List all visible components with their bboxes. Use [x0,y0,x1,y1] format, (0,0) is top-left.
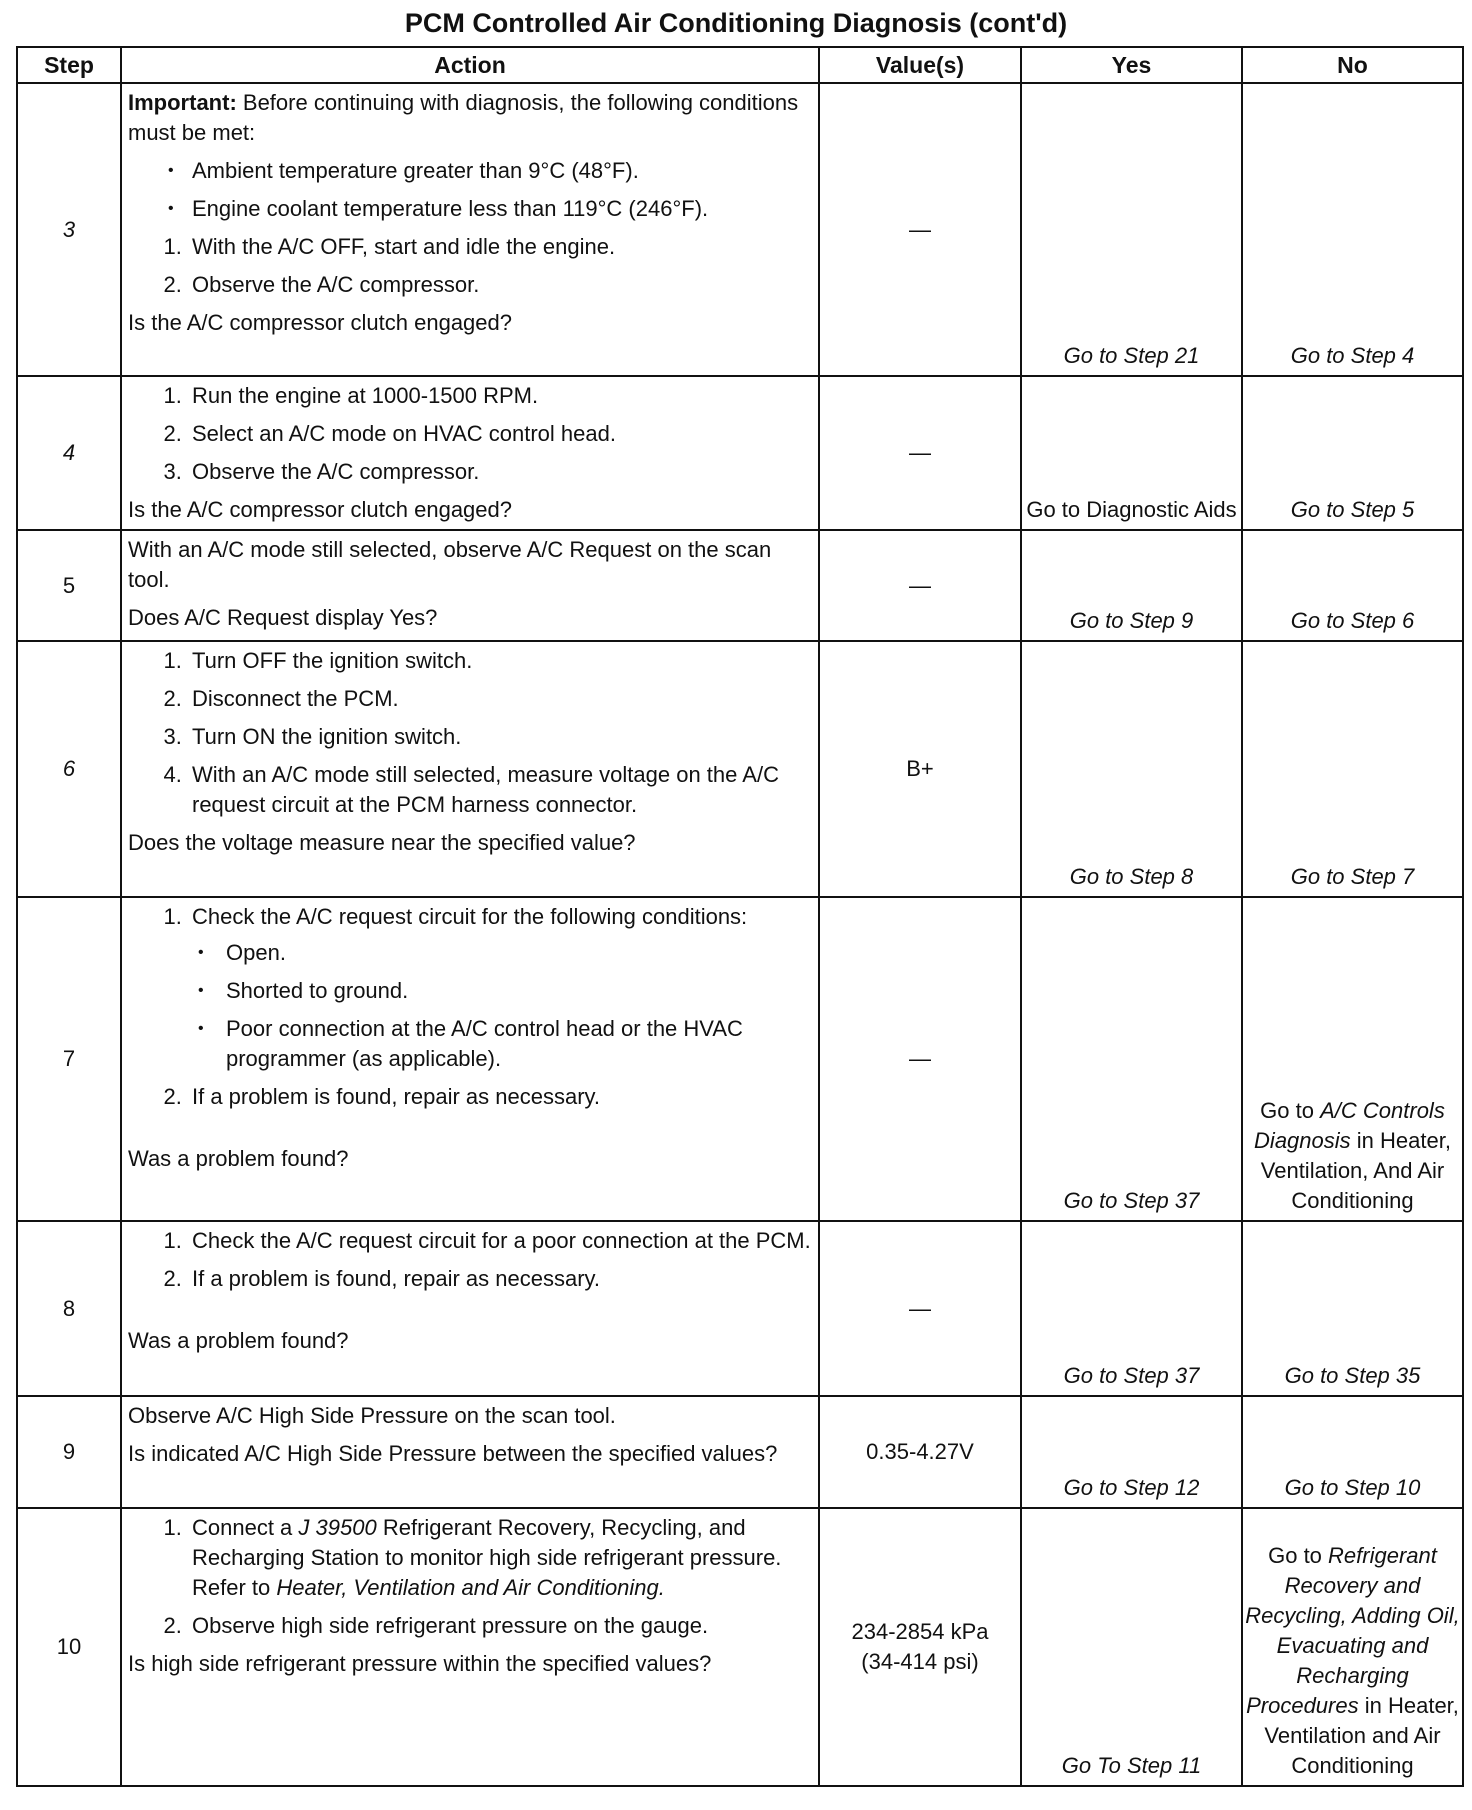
no-cell [1242,897,1463,1221]
action-question: Is the A/C compressor clutch engaged? [128,497,512,522]
value-cell [819,1508,1021,1786]
action-text: With an A/C mode still selected, observe A/C Request on the scan tool. [128,537,772,592]
step-number: 7 [17,897,121,1221]
action-question: Was a problem found? [128,1328,349,1353]
header-action: Action [121,47,819,83]
no-cell: Go to Step 7 [1242,641,1463,897]
table-row [17,83,1463,376]
action-question: Does A/C Request display Yes? [128,605,438,630]
action-step: 2. Observe high side refrigerant pressure on the gauge. [188,1611,812,1641]
action-step-text: Connect a [192,1515,293,1540]
table-row [17,897,1463,1221]
action-step-text: Check the A/C request circuit for the following conditions: [192,904,748,929]
yes-cell: Go to Step 9 [1021,530,1242,641]
step-number: 3 [17,83,121,376]
value-psi: (34-414 psi) [861,1649,979,1674]
action-question: Is high side refrigerant pressure within the specified values? [128,1651,712,1676]
step-number: 9 [17,1396,121,1508]
yes-cell: Go to Step 12 [1021,1396,1242,1508]
action-step-text: Refrigerant Recovery, Recycling, and Recharging Station to monitor high side refrigerant pressure. Refer to [192,1515,782,1600]
no-cell: Go to Step 10 [1242,1396,1463,1508]
action-step: 4. With an A/C mode still selected, measure voltage on the A/C request circuit at the PCM harness connector. [188,760,812,820]
table-row [17,1221,1463,1396]
action-cell [121,1221,819,1396]
action-step [188,1513,812,1603]
value-cell: B+ [819,641,1021,897]
action-step: 2. If a problem is found, repair as necessary. [188,1082,812,1112]
action-cell [121,1508,819,1786]
manual-reference: Heater, Ventilation and Air Conditioning. [276,1575,665,1600]
yes-cell: Go to Diagnostic Aids [1021,376,1242,530]
no-cell: Go to Step 4 [1242,83,1463,376]
action-cell [121,1396,819,1508]
step-number: 8 [17,1221,121,1396]
action-step: 2. Select an A/C mode on HVAC control head. [188,419,812,449]
no-suffix: in Heater, Ventilation, And Air Conditioning [1260,1128,1451,1213]
condition-item: • Engine coolant temperature less than 119°C (246°F). [192,194,812,224]
action-step: 3. Observe the A/C compressor. [188,457,812,487]
step-number: 6 [17,641,121,897]
action-step [188,902,812,1074]
no-prefix: Go to [1260,1098,1314,1123]
header-step: Step [17,47,121,83]
diagnosis-table [16,46,1464,1787]
no-reference: Refrigerant Recovery and Recycling, Adding Oil, Evacuating and Recharging Procedures [1245,1543,1460,1718]
yes-cell: Go To Step 11 [1021,1508,1242,1786]
yes-cell: Go to Step 37 [1021,897,1242,1221]
yes-cell: Go to Step 37 [1021,1221,1242,1396]
action-step: 1. With the A/C OFF, start and idle the engine. [188,232,812,262]
no-cell: Go to Step 6 [1242,530,1463,641]
no-prefix: Go to [1268,1543,1322,1568]
step-number: 5 [17,530,121,641]
action-cell [121,897,819,1221]
yes-cell: Go to Step 21 [1021,83,1242,376]
value-cell: — [819,1221,1021,1396]
header-yes: Yes [1021,47,1242,83]
action-text: Before continuing with diagnosis, the following conditions must be met: [128,90,799,145]
table-row [17,376,1463,530]
action-question: Is the A/C compressor clutch engaged? [128,310,512,335]
step-number: 4 [17,376,121,530]
value-cell: 0.35-4.27V [819,1396,1021,1508]
tool-reference: J 39500 [298,1515,377,1540]
action-step: 2. Observe the A/C compressor. [188,270,812,300]
table-header-row [17,47,1463,83]
condition-item: • Shorted to ground. [222,976,812,1006]
header-values: Value(s) [819,47,1021,83]
value-cell: — [819,83,1021,376]
action-step: 1. Run the engine at 1000-1500 RPM. [188,381,812,411]
action-question: Is indicated A/C High Side Pressure between the specified values? [128,1441,778,1466]
header-no: No [1242,47,1463,83]
action-step: 1. Turn OFF the ignition switch. [188,646,812,676]
yes-cell: Go to Step 8 [1021,641,1242,897]
no-cell: Go to Step 5 [1242,376,1463,530]
table-row [17,530,1463,641]
action-step: 3. Turn ON the ignition switch. [188,722,812,752]
no-cell: Go to Step 35 [1242,1221,1463,1396]
value-kpa: 234-2854 kPa [851,1619,989,1644]
value-cell: — [819,376,1021,530]
action-step: 1. Check the A/C request circuit for a poor connection at the PCM. [188,1226,812,1256]
condition-item: • Open. [222,938,812,968]
no-cell [1242,1508,1463,1786]
table-row [17,1396,1463,1508]
value-cell: — [819,897,1021,1221]
action-step: 2. Disconnect the PCM. [188,684,812,714]
action-step: 2. If a problem is found, repair as necessary. [188,1264,812,1294]
table-row [17,641,1463,897]
no-suffix: in Heater, Ventilation and Air Conditioning [1264,1693,1459,1778]
action-cell [121,641,819,897]
action-question: Does the voltage measure near the specified value? [128,830,636,855]
no-reference: A/C Controls Diagnosis [1254,1098,1445,1153]
action-cell [121,83,819,376]
action-text: Observe A/C High Side Pressure on the scan tool. [128,1403,616,1428]
value-cell: — [819,530,1021,641]
condition-item: • Poor connection at the A/C control head or the HVAC programmer (as applicable). [222,1014,812,1074]
important-label: Important: [128,90,237,115]
action-cell [121,376,819,530]
action-question: Was a problem found? [128,1146,349,1171]
page-title: PCM Controlled Air Conditioning Diagnosis (cont'd) [404,8,1068,38]
action-cell [121,530,819,641]
condition-item: • Ambient temperature greater than 9°C (48°F). [192,156,812,186]
table-row [17,1508,1463,1786]
step-number: 10 [17,1508,121,1786]
